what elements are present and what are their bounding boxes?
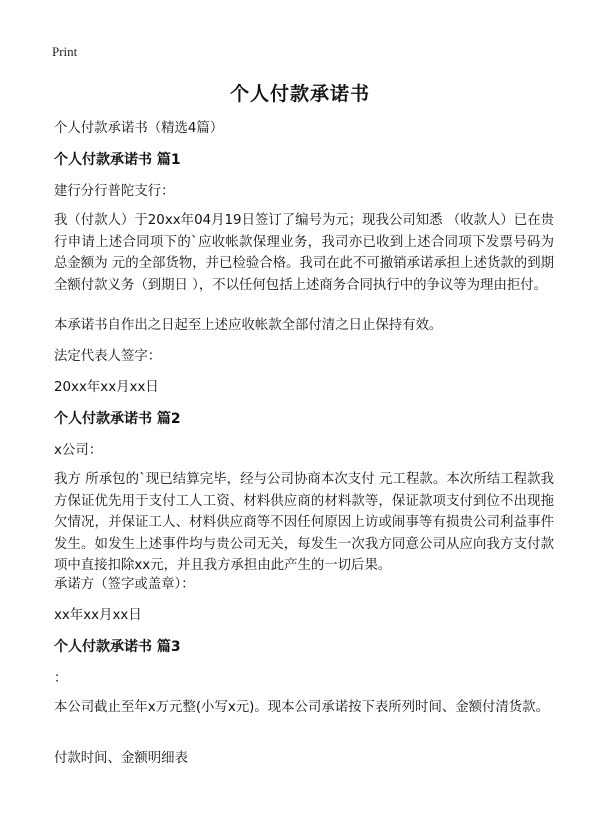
section-2-salutation: x公司： bbox=[54, 443, 103, 458]
section-1-body: 我（付款人）于20xx年04月19日签订了编号为元；现我公司知悉 （收款人）已在贵行申请上述合同项下的`应收帐款保理业务，我司亦已收到上述合同项下发票号码为 总金额为 元的全部货物，并已检验合格。我司在此不可撤销承诺承担上述货款的到期全额付款义务（到期日 ），不以任何包括上述商务合同执行中的争议等为理由拒付。 bbox=[54, 213, 554, 293]
section-1-validity: 本承诺书自作出之日起至上述应收帐款全部付清之日止保持有效。 bbox=[54, 318, 443, 333]
print-link[interactable]: Print bbox=[52, 44, 78, 59]
section-2-date: xx年xx月xx日 bbox=[54, 608, 142, 623]
document-subtitle: 个人付款承诺书（精选4篇） bbox=[54, 121, 224, 136]
section-3-body: 本公司截止至年x万元整(小写x元)。现本公司承诺按下表所列时间、金额付清货款。 bbox=[54, 700, 549, 715]
section-1-salutation: 建行分行普陀支行： bbox=[54, 184, 175, 199]
section-2-signature: 承诺方（签字或盖章）： bbox=[54, 577, 195, 592]
section-3-salutation: ： bbox=[54, 671, 68, 686]
section-1-date: 20xx年xx月xx日 bbox=[54, 380, 159, 395]
section-1-heading: 个人付款承诺书 篇1 bbox=[54, 152, 181, 168]
section-3-heading: 个人付款承诺书 篇3 bbox=[54, 639, 181, 655]
page-title: 个人付款承诺书 bbox=[229, 83, 370, 105]
section-3-table-title: 付款时间、金额明细表 bbox=[54, 751, 188, 766]
section-1-signature: 法定代表人签字： bbox=[54, 349, 162, 364]
section-2-body: 我方 所承包的`现已结算完毕，经与公司协商本次支付 元工程款。本次所结工程款我方保证优先用于支付工人工资、材料供应商的材料款等，保证款项支付到位不出现拖欠情况，并保证工人、材料供应商等不因任何原因上访或闹事等有损贵公司利益事件发生。如发生上述事件均与贵公司无关，每发生一次我方同意公司从应向我方支付款项中直接扣除xx元，并且我方承担由此产生的一切后果。 bbox=[54, 472, 554, 573]
section-2-heading: 个人付款承诺书 篇2 bbox=[54, 411, 181, 427]
